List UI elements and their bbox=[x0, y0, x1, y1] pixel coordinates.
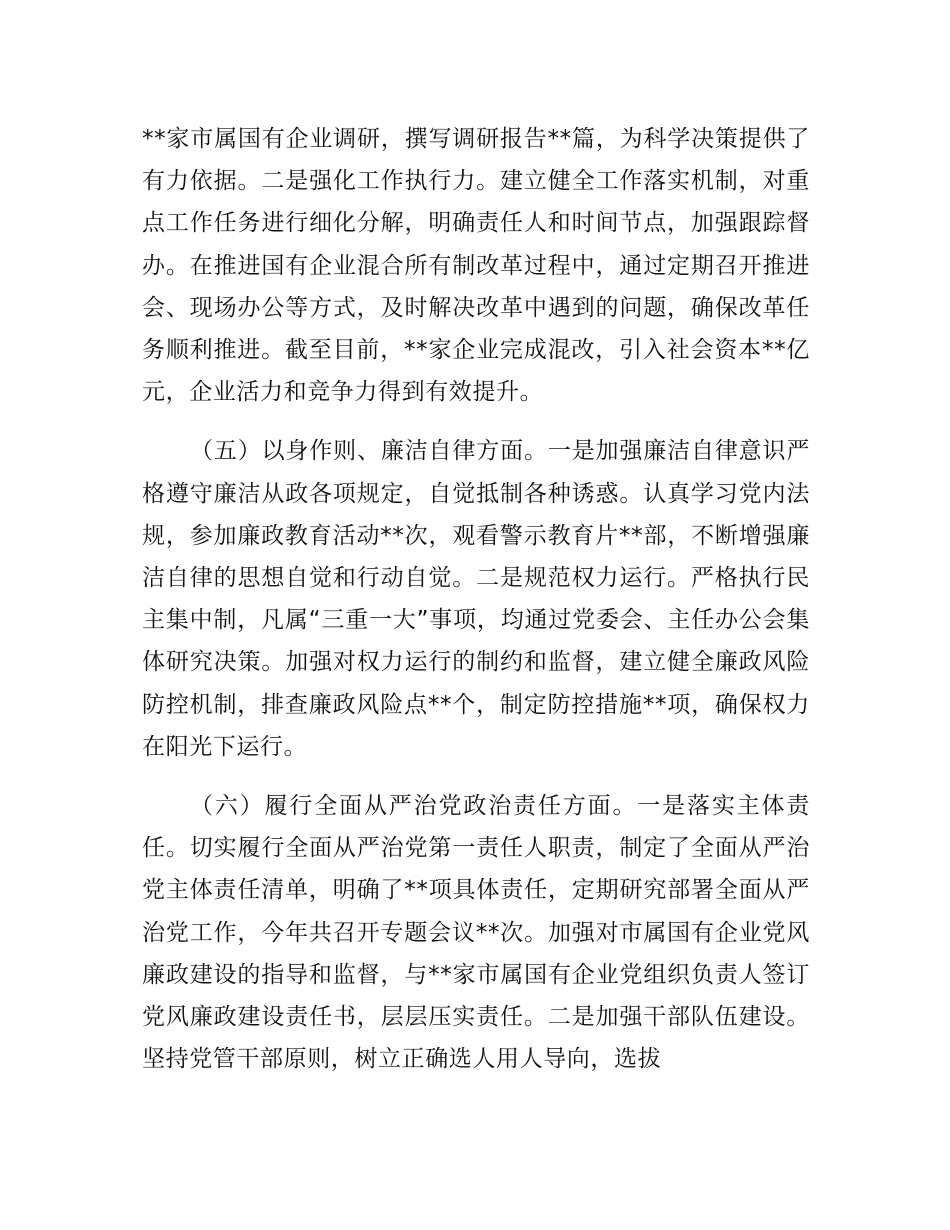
document-body bbox=[142, 118, 810, 1080]
paragraph-section-6: （六）履行全面从严治党政治责任方面。一是落实主体责任。切实履行全面从严治党第一责任人职责，制定了全面从严治党主体责任清单，明确了**项具体责任，定期研究部署全面从严治党工作，今年共召开专题会议**次。加强对市属国有企业党风廉政建设的指导和监督，与**家市属国有企业党组织负责人签订党风廉政建设责任书，层层压实责任。二是加强干部队伍建设。坚持党管干部原则，树立正确选人用人导向，选拔 bbox=[142, 793, 810, 1073]
paragraph-continuation: **家市属国有企业调研，撰写调研报告**篇，为科学决策提供了有力依据。二是强化工作执行力。建立健全工作落实机制，对重点工作任务进行细化分解，明确责任人和时间节点，加强跟踪督办。在推进国有企业混合所有制改革过程中，通过定期召开推进会、现场办公等方式，及时解决改革中遇到的问题，确保改革任务顺利推进。截至目前，**家企业完成混改，引入社会资本**亿元，企业活力和竞争力得到有效提升。 bbox=[142, 126, 810, 406]
paragraph-section-5: （五）以身作则、廉洁自律方面。一是加强廉洁自律意识严格遵守廉洁从政各项规定，自觉抵制各种诱惑。认真学习党内法规，参加廉政教育活动**次，观看警示教育片**部，不断增强廉洁自律的思想自觉和行动自觉。二是规范权力运行。严格执行民主集中制，凡属“三重一大”事项，均通过党委会、主任办公会集体研究决策。加强对权力运行的制约和监督，建立健全廉政风险防控机制，排查廉政风险点**个，制定防控措施**项，确保权力在阳光下运行。 bbox=[142, 438, 810, 760]
